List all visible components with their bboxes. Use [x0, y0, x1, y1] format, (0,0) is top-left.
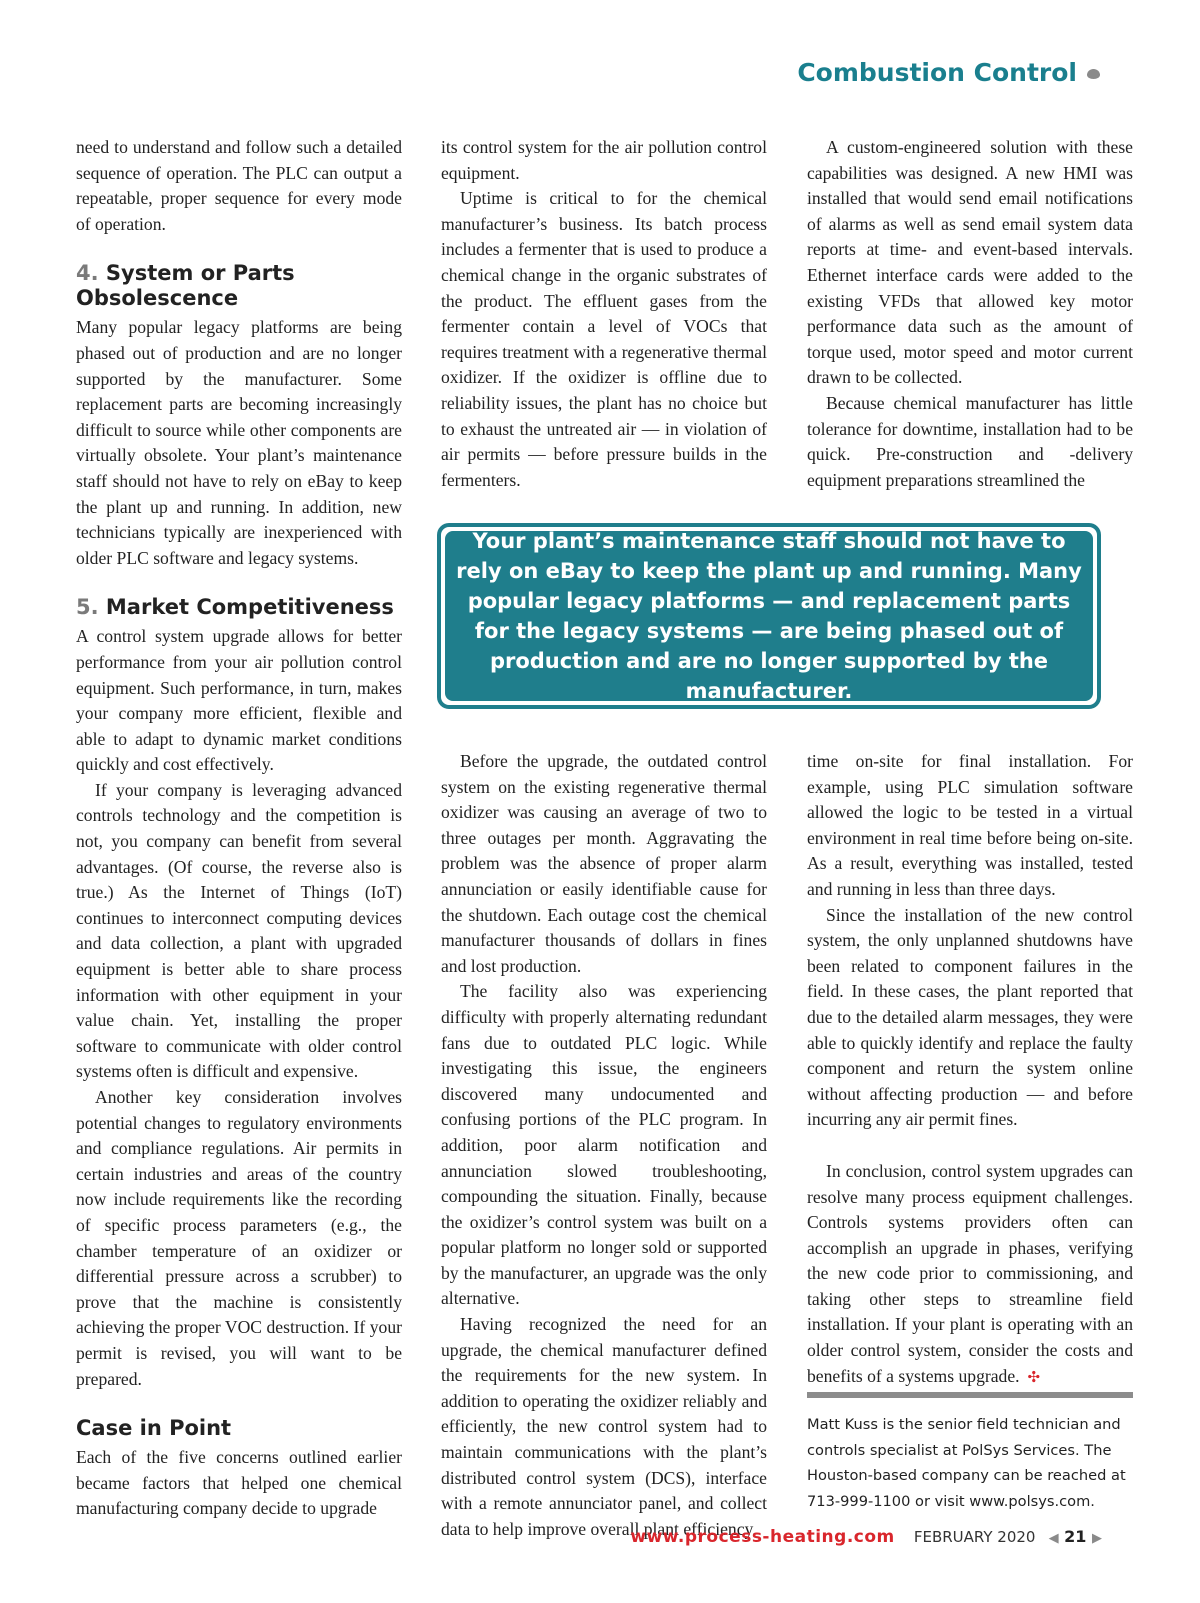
subheading-text: System or Parts Obsolescence — [76, 261, 295, 311]
paragraph: Many popular legacy platforms are being phased out of production and are no longer supported by the manufacturer. Some replacement parts are becoming increasingly difficult to source while other components are virtually obsolete. Your plant’s maintenance staff should not have to rely on eBay to keep the plant up and running. In addition, new technicians typically are inexperienced with older PLC software and legacy systems. — [76, 317, 402, 568]
page-number-group — [1049, 1527, 1102, 1546]
footer-url-link[interactable]: www.process-heating.com — [630, 1527, 895, 1547]
paragraph: If your company is leveraging advanced controls technology and the competition is not, you company can benefit from several advantages. (Of course, the reverse also is true.) As the Internet of Things (IoT) continues to interconnect computing devices and data collection, a plant with upgraded equipment is better able to share process information with other equipment in your value chain. Yet, installing the proper software to communicate with older control systems often is difficult and expensive. — [76, 779, 402, 1082]
paragraph: Another key consideration involves potential changes to regulatory environments and compliance regulations. Air permits in certain industries and areas of the country now include requirements like the recording of specific process parameters (e.g., the chamber temperature of an oxidizer or differential pressure across a scrubber) to prove that the machine is consistently achieving the proper VOC destruction. If your permit is revised, you will want to be prepared. — [76, 1087, 402, 1389]
triangle-right-icon: ▶ — [1092, 1531, 1102, 1546]
article-column-3-top — [807, 135, 1133, 493]
triangle-left-icon: ◀ — [1048, 1531, 1059, 1546]
paragraph: its control system for the air pollution control equipment. — [441, 137, 767, 183]
subheading-number: 4. — [76, 261, 99, 286]
paragraph: Each of the five concerns outlined earlier became factors that helped one chemical manufacturing company decide to upgrade — [76, 1447, 402, 1519]
pull-quote-text: Your plant’s maintenance staff should not have to rely on eBay to keep the plant up and running. Many popular legacy platforms — and replacement parts for the legacy systems — are being phased out of production and are no longer supported by the manufacturer. — [456, 529, 1082, 703]
bio-divider — [807, 1392, 1133, 1398]
paragraph-gap — [807, 1133, 1133, 1159]
paragraph: Because chemical manufacturer has little tolerance for downtime, installation had to be quick. Pre-construction and -delivery equipment preparations streamlined the — [807, 392, 1133, 490]
paragraph: Since the installation of the new control system, the only unplanned shutdowns have been related to component failures in the field. In these cases, the plant reported that due to the detailed alarm messages, they were able to quickly identify and replace the faulty component and return the system online without affecting production — and before incurring any air permit fines. — [807, 904, 1133, 1130]
conclusion-text: In conclusion, control system upgrades can resolve many process equipment challenges. Controls systems providers often can accomplish an upgrade in phases, verifying the new code prior to commissioning, and taking other steps to streamline field installation. If your plant is operating with an older control system, consider the costs and benefits of a systems upgrade. — [807, 1160, 1133, 1386]
article-column-1 — [76, 135, 402, 1522]
subheading-case-in-point: Case in Point — [76, 1416, 232, 1441]
paragraph: A control system upgrade allows for better performance from your air pollution control equipment. Such performance, in turn, makes your company more efficient, flexible and able to adapt to dynamic market conditions quickly and cost effectively. — [76, 626, 402, 775]
footer-issue-date: FEBRUARY 2020 — [913, 1528, 1036, 1546]
pull-quote-panel — [445, 531, 1093, 701]
article-column-3-bottom — [807, 749, 1133, 1391]
pull-quote-box — [437, 523, 1101, 709]
paragraph: Uptime is critical to for the chemical manufacturer’s business. Its batch process includes a fermenter that is used to produce a chemical change in the organic substrates of the product. The effluent gases from the fermenter contain a level of VOCs that requires treatment with a regenerative thermal oxidizer. If the oxidizer is offline due to reliability issues, the plant has no choice but to exhaust the untreated air — in violation of air permits — before pressure builds in the fermenters. — [441, 188, 767, 490]
paragraph-conclusion — [807, 1159, 1133, 1391]
author-bio: Matt Kuss is the senior field technician and controls specialist at PolSys Services. The Houston-based company can be reached at 713-999-1100 or visit www.polsys.com. — [807, 1416, 1126, 1510]
page-number: 21 — [1064, 1527, 1087, 1546]
subheading-number: 5. — [76, 595, 99, 620]
paragraph: The facility also was experiencing difficulty with properly alternating redundant fans due to outdated PLC logic. While investigating this issue, the engineers discovered many undocumented and confusing portions of the PLC program. In addition, poor alarm notification and annunciation slowed troubleshooting, compounding the situation. Finally, because the oxidizer’s control system was built on a popular platform no longer sold or supported by the manufacturer, an upgrade was the only alternative. — [441, 981, 767, 1309]
section-title-text: Combustion Control — [797, 58, 1077, 87]
subheading-text: Market Competitiveness — [105, 595, 394, 620]
paragraph: Having recognized the need for an upgrade, the chemical manufacturer defined the requirements for the new system. In addition to operating the oxidizer reliably and efficiently, the new control system had to maintain communications with the plant’s distributed control system (DCS), interface with a remote annunciator panel, and collect data to help improve overall plant efficiency. — [441, 1314, 767, 1539]
subheading-obsolescence — [76, 261, 402, 311]
subheading-competitiveness — [76, 595, 402, 620]
paragraph: time on-site for final installation. For example, using PLC simulation software allowed the logic to be tested in a virtual environment in real time before being on-site. As a result, everything was installed, tested and running in less than three days. — [807, 751, 1133, 899]
paragraph: A custom-engineered solution with these capabilities was designed. A new HMI was installed that would send email notifications of alarms as well as send email system data reports at time- and event-based intervals. Ethernet interface cards were added to the existing VFDs that allowed key motor performance data such as the amount of torque used, motor speed and motor current drawn to be collected. — [807, 137, 1133, 388]
section-title — [797, 58, 1100, 87]
section-marker-icon — [1087, 69, 1100, 79]
end-of-article-icon: ✣ — [1027, 1369, 1041, 1386]
article-column-2-bottom — [441, 749, 767, 1542]
paragraph: Before the upgrade, the outdated control system on the existing regenerative thermal oxidizer was causing an average of two to three outages per month. Aggravating the problem was the absence of proper alarm annunciation or easily identifiable cause for the shutdown. Each outage cost the chemical manufacturer thousands of dollars in fines and lost production. — [441, 751, 767, 976]
page-footer — [630, 1527, 1102, 1547]
paragraph: need to understand and follow such a detailed sequence of operation. The PLC can output a repeatable, proper sequence for every mode of operation. — [76, 137, 402, 234]
article-column-2-top — [441, 135, 767, 493]
